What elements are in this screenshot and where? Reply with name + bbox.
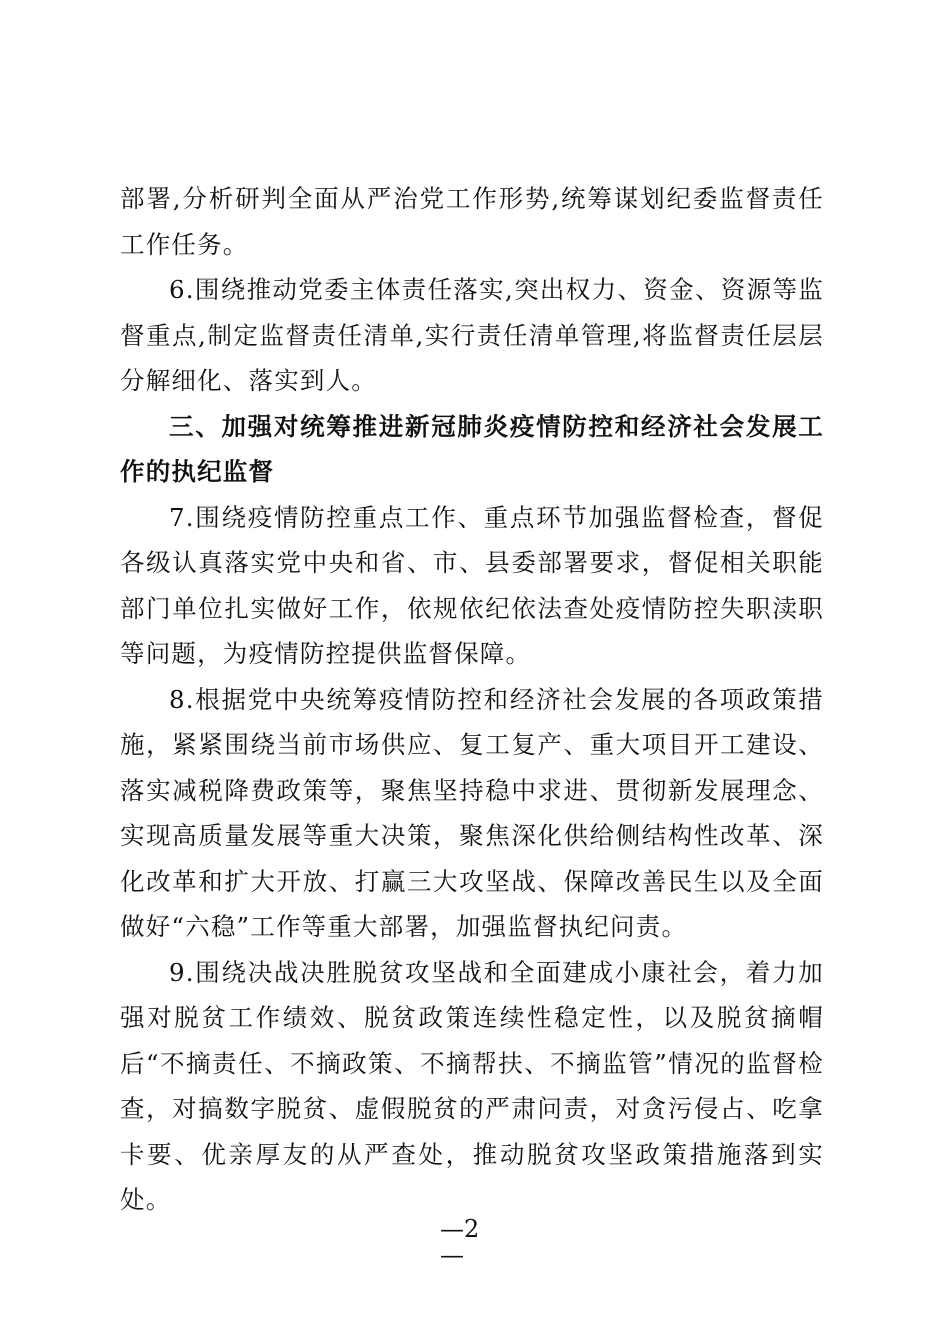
page-number-line-2: — — [440, 1241, 464, 1269]
paragraph-item-7: 7.围绕疫情防控重点工作、重点环节加强监督检查，督促各级认真落实党中央和省、市、县委部署要求，督促相关职能部门单位扎实做好工作，依规依纪依法查处疫情防控失职渎职等问题，为疫情防控提供监督保障。 — [120, 502, 824, 668]
paragraph-item-8: 8.根据党中央统筹疫情防控和经济社会发展的各项政策措施，紧紧围绕当前市场供应、复工复产、重大项目开工建设、落实减税降费政策等，聚焦坚持稳中求进、贯彻新发展理念、实现高质量发展等重大决策，聚焦深化供给侧结构性改革、深化改革和扩大开放、打赢三大攻坚战、保障改善民生以及全面做好“六稳”工作等重大部署，加强监督执纪问责。 — [120, 684, 824, 941]
paragraph-continuation: 部署,分析研判全面从严治党工作形势,统筹谋划纪委监督责任工作任务。 — [120, 184, 824, 259]
paragraph-item-6: 6.围绕推动党委主体责任落实,突出权力、资金、资源等监督重点,制定监督责任清单,实行责任清单管理,将监督责任层层分解细化、落实到人。 — [120, 275, 824, 395]
page-number — [440, 1216, 510, 1268]
paragraph-item-9: 9.围绕决战决胜脱贫攻坚战和全面建成小康社会，着力加强对脱贫工作绩效、脱贫政策连续性稳定性，以及脱贫摘帽后“不摘责任、不摘政策、不摘帮扶、不摘监管”情况的监督检查，对搞数字脱贫、虚假脱贫的严肃问责，对贪污侵占、吃拿卡要、优亲厚友的从严查处，推动脱贫攻坚政策措施落到实处。 — [120, 957, 824, 1214]
page-number-line-1: —2 — [440, 1215, 480, 1243]
section-heading-3: 三、加强对统筹推进新冠肺炎疫情防控和经济社会发展工作的执纪监督 — [120, 411, 824, 486]
document-body — [120, 176, 824, 1223]
